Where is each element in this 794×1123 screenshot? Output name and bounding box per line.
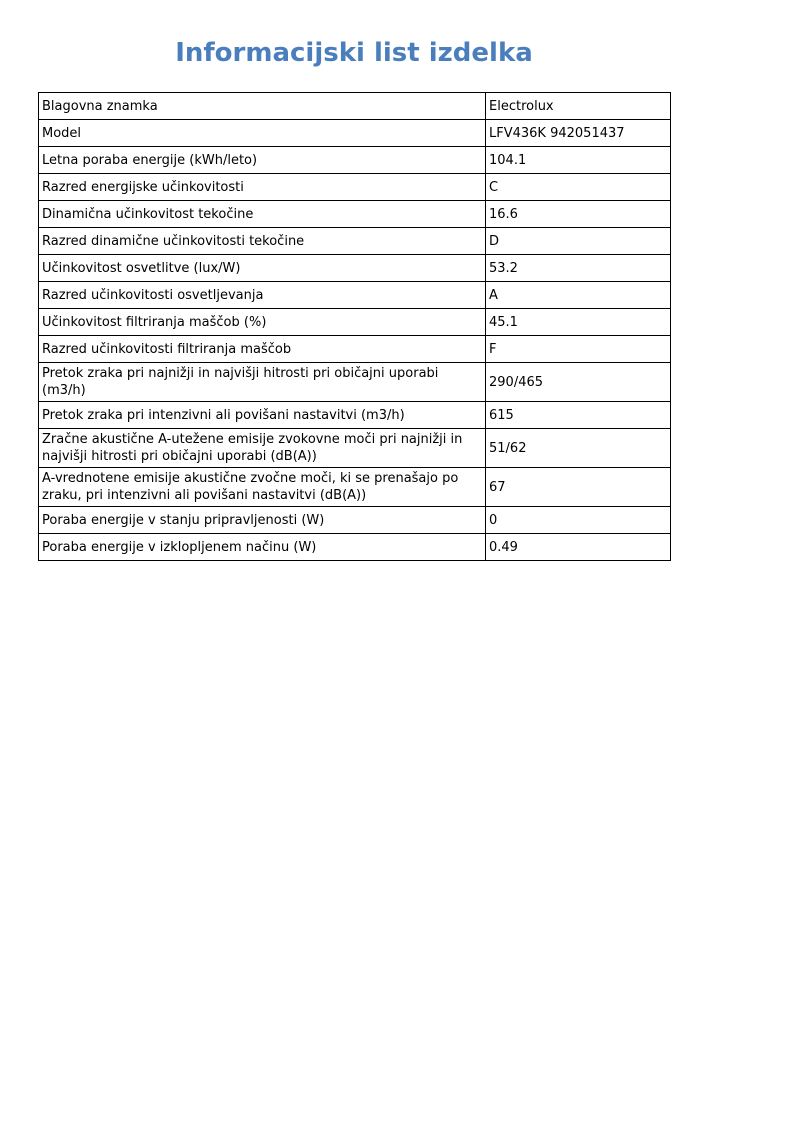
table-row <box>39 228 671 255</box>
table-row <box>39 468 671 507</box>
table-row <box>39 255 671 282</box>
spec-label: Zračne akustične A-utežene emisije zvokovne moči pri najnižji in najvišji hitrosti pri običajni uporabi (dB(A)) <box>39 429 486 468</box>
spec-value: 0 <box>486 507 671 534</box>
spec-label: Pretok zraka pri najnižji in najvišji hitrosti pri običajni uporabi (m3/h) <box>39 363 486 402</box>
table-row <box>39 336 671 363</box>
spec-value: 290/465 <box>486 363 671 402</box>
spec-label: Dinamična učinkovitost tekočine <box>39 201 486 228</box>
product-spec-table <box>38 92 671 561</box>
spec-value: 104.1 <box>486 147 671 174</box>
table-row <box>39 534 671 561</box>
spec-label: Razred učinkovitosti osvetljevanja <box>39 282 486 309</box>
spec-label: Pretok zraka pri intenzivni ali povišani nastavitvi (m3/h) <box>39 402 486 429</box>
spec-value: 67 <box>486 468 671 507</box>
spec-label: Razred energijske učinkovitosti <box>39 174 486 201</box>
spec-label: Blagovna znamka <box>39 93 486 120</box>
spec-value: 16.6 <box>486 201 671 228</box>
spec-value: 615 <box>486 402 671 429</box>
spec-value: D <box>486 228 671 255</box>
spec-label: Letna poraba energije (kWh/leto) <box>39 147 486 174</box>
spec-value: Electrolux <box>486 93 671 120</box>
spec-value: A <box>486 282 671 309</box>
spec-label: Model <box>39 120 486 147</box>
spec-table-body <box>39 93 671 561</box>
spec-label: Poraba energije v izklopljenem načinu (W) <box>39 534 486 561</box>
table-row <box>39 201 671 228</box>
spec-value: C <box>486 174 671 201</box>
table-row <box>39 309 671 336</box>
spec-label: Razred dinamične učinkovitosti tekočine <box>39 228 486 255</box>
spec-label: Razred učinkovitosti filtriranja maščob <box>39 336 486 363</box>
table-row <box>39 120 671 147</box>
content-area <box>38 38 670 561</box>
table-row <box>39 507 671 534</box>
table-row <box>39 93 671 120</box>
table-row <box>39 363 671 402</box>
spec-value: 51/62 <box>486 429 671 468</box>
spec-label: Poraba energije v stanju pripravljenosti (W) <box>39 507 486 534</box>
spec-value: 53.2 <box>486 255 671 282</box>
spec-value: 0.49 <box>486 534 671 561</box>
table-row <box>39 147 671 174</box>
table-row <box>39 402 671 429</box>
spec-label: Učinkovitost osvetlitve (lux/W) <box>39 255 486 282</box>
spec-label: Učinkovitost filtriranja maščob (%) <box>39 309 486 336</box>
spec-value: F <box>486 336 671 363</box>
spec-label: A-vrednotene emisije akustične zvočne moči, ki se prenašajo po zraku, pri intenzivni ali povišani nastavitvi (dB(A)) <box>39 468 486 507</box>
page-title: Informacijski list izdelka <box>175 38 533 68</box>
table-row <box>39 174 671 201</box>
table-row <box>39 429 671 468</box>
spec-value: LFV436K 942051437 <box>486 120 671 147</box>
spec-value: 45.1 <box>486 309 671 336</box>
table-row <box>39 282 671 309</box>
